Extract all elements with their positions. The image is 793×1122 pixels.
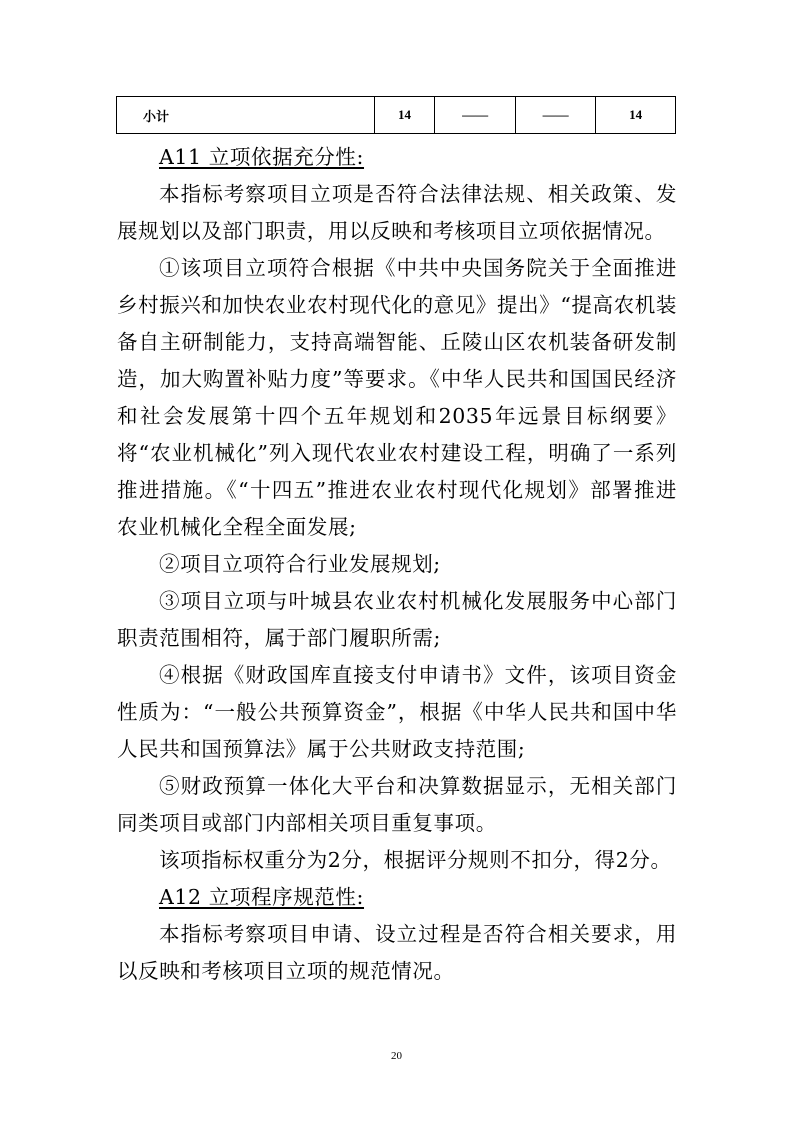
page-number: 20 bbox=[391, 1050, 402, 1062]
section-heading-a12: A12 立项程序规范性: bbox=[159, 885, 365, 909]
section-heading-a11: A11 立项依据充分性: bbox=[159, 145, 365, 169]
paragraph-item-4: ④根据《财政国库直接支付申请书》文件，该项目资金性质为：“一般公共预算资金”，根据《中华人民共和国中华人民共和国预算法》属于公共财政支持范围; bbox=[117, 663, 677, 761]
table-row bbox=[117, 97, 676, 134]
subtotal-value-4: 14 bbox=[596, 97, 676, 134]
paragraph-item-5: ⑤财政预算一体化大平台和决算数据显示，无相关部门同类项目或部门内部相关项目重复事项。 bbox=[117, 774, 677, 835]
document-body bbox=[117, 139, 677, 990]
paragraph-a12-intro: 本指标考察项目申请、设立过程是否符合相关要求，用以反映和考核项目立项的规范情况。 bbox=[117, 922, 677, 983]
subtotal-value-2: —— bbox=[435, 97, 515, 134]
subtotal-label: 小计 bbox=[117, 97, 375, 134]
paragraph-item-3: ③项目立项与叶城县农业农村机械化发展服务中心部门职责范围相符，属于部门履职所需; bbox=[117, 589, 677, 650]
paragraph-a11-intro: 本指标考察项目立项是否符合法律法规、相关政策、发展规划以及部门职责，用以反映和考核项目立项依据情况。 bbox=[117, 182, 677, 243]
paragraph-score: 该项指标权重分为2分，根据评分规则不扣分，得2分。 bbox=[159, 848, 672, 872]
paragraph-item-2: ②项目立项符合行业发展规划; bbox=[159, 552, 441, 576]
paragraph-item-1: ①该项目立项符合根据《中共中央国务院关于全面推进乡村振兴和加快农业农村现代化的意见》提出》“提高农机装备自主研制能力，支持高端智能、丘陵山区农机装备研发制造，加大购置补贴力度”等要求。《中华人民共和国国民经济和社会发展第十四个五年规划和2035年远景目标纲要》将“农业机械化”列入现代农业农村建设工程，明确了一系列推进措施。《“十四五”推进农业农村现代化规划》部署推进农业机械化全程全面发展; bbox=[117, 256, 677, 539]
subtotal-value-3: —— bbox=[515, 97, 595, 134]
subtotal-value-1: 14 bbox=[374, 97, 435, 134]
subtotal-table bbox=[116, 96, 676, 134]
